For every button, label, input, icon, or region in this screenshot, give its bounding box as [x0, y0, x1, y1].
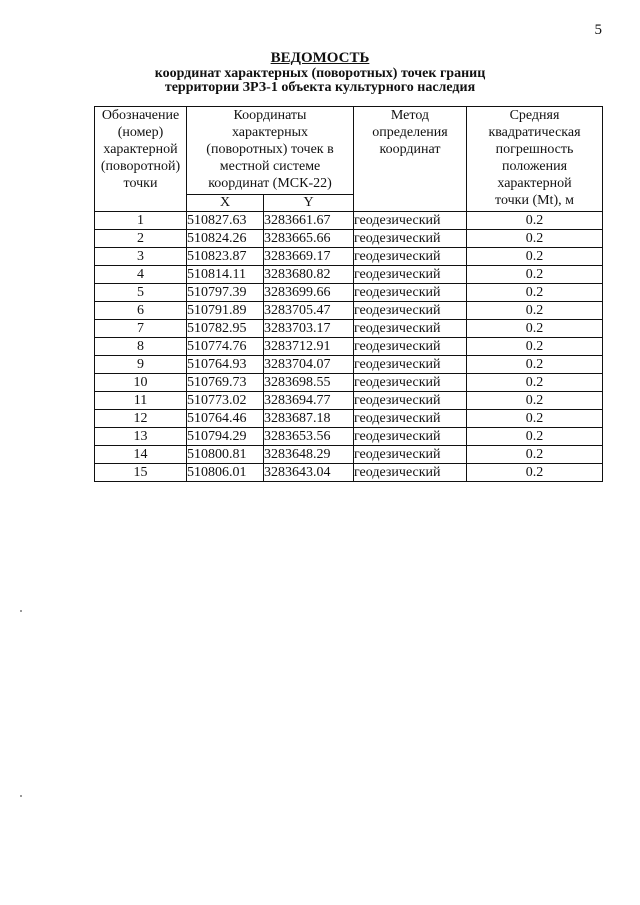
cell-y: 3283669.17: [264, 248, 354, 266]
margin-mark: [20, 795, 22, 797]
table-row: [95, 392, 603, 410]
cell-mean-square-error: 0.2: [467, 284, 603, 302]
cell-method: геодезический: [354, 212, 467, 230]
cell-y: 3283665.66: [264, 230, 354, 248]
coordinates-table-body: [95, 212, 603, 482]
table-row: [95, 302, 603, 320]
header-coordinates-line: координат (МСК-22): [208, 176, 332, 191]
cell-y: 3283661.67: [264, 212, 354, 230]
header-method: [354, 107, 467, 212]
cell-y: 3283680.82: [264, 266, 354, 284]
cell-method: геодезический: [354, 230, 467, 248]
cell-x: 510773.02: [187, 392, 264, 410]
cell-mean-square-error: 0.2: [467, 356, 603, 374]
cell-mean-square-error: 0.2: [467, 464, 603, 482]
table-row: [95, 284, 603, 302]
cell-point-number: 2: [95, 230, 187, 248]
header-y: Y: [264, 195, 354, 212]
cell-x: 510800.81: [187, 446, 264, 464]
cell-mean-square-error: 0.2: [467, 392, 603, 410]
cell-method: геодезический: [354, 446, 467, 464]
cell-mean-square-error: 0.2: [467, 446, 603, 464]
header-coordinates-line: (поворотных) точек в: [206, 142, 334, 157]
cell-mean-square-error: 0.2: [467, 212, 603, 230]
header-designation-line: Обозначение: [101, 108, 180, 123]
table-row: [95, 428, 603, 446]
cell-y: 3283648.29: [264, 446, 354, 464]
cell-x: 510782.95: [187, 320, 264, 338]
header-error-line: погрешность: [495, 142, 574, 157]
cell-method: геодезический: [354, 464, 467, 482]
document-subtitle-line-1: координат характерных (поворотных) точек границ: [154, 66, 486, 81]
cell-point-number: 4: [95, 266, 187, 284]
cell-method: геодезический: [354, 356, 467, 374]
header-error-line: квадратическая: [488, 125, 581, 140]
cell-mean-square-error: 0.2: [467, 266, 603, 284]
cell-mean-square-error: 0.2: [467, 338, 603, 356]
header-designation-line: характерной: [103, 142, 178, 157]
margin-mark: [20, 610, 22, 612]
header-method-line: Метод: [390, 108, 430, 123]
cell-y: 3283705.47: [264, 302, 354, 320]
cell-method: геодезический: [354, 428, 467, 446]
table-row: [95, 266, 603, 284]
header-coordinates-line: местной системе: [219, 159, 321, 174]
cell-mean-square-error: 0.2: [467, 248, 603, 266]
cell-x: 510797.39: [187, 284, 264, 302]
cell-method: геодезический: [354, 284, 467, 302]
cell-y: 3283712.91: [264, 338, 354, 356]
cell-y: 3283687.18: [264, 410, 354, 428]
cell-mean-square-error: 0.2: [467, 428, 603, 446]
header-error-line: характерной: [497, 176, 572, 191]
cell-x: 510806.01: [187, 464, 264, 482]
table-row: [95, 212, 603, 230]
coordinates-table: [94, 106, 603, 482]
header-error-line: точки (Mt), м: [495, 193, 574, 208]
header-method-line: координат: [379, 142, 441, 157]
header-error-line: положения: [501, 159, 568, 174]
document-title-block: [0, 50, 640, 95]
cell-mean-square-error: 0.2: [467, 230, 603, 248]
header-method-line: определения: [372, 125, 448, 140]
cell-y: 3283703.17: [264, 320, 354, 338]
cell-point-number: 12: [95, 410, 187, 428]
header-designation-line: (номер): [117, 125, 164, 140]
cell-x: 510764.93: [187, 356, 264, 374]
cell-x: 510774.76: [187, 338, 264, 356]
header-designation-line: точки: [123, 176, 158, 191]
cell-mean-square-error: 0.2: [467, 410, 603, 428]
cell-y: 3283699.66: [264, 284, 354, 302]
cell-method: геодезический: [354, 320, 467, 338]
table-row: [95, 446, 603, 464]
cell-point-number: 3: [95, 248, 187, 266]
table-row: [95, 230, 603, 248]
document-title: ВЕДОМОСТЬ: [270, 50, 370, 66]
table-row: [95, 320, 603, 338]
cell-method: геодезический: [354, 302, 467, 320]
header-designation-line: (поворотной): [100, 159, 181, 174]
cell-method: геодезический: [354, 410, 467, 428]
cell-method: геодезический: [354, 248, 467, 266]
cell-y: 3283704.07: [264, 356, 354, 374]
cell-y: 3283653.56: [264, 428, 354, 446]
header-coordinates: [187, 107, 354, 195]
cell-point-number: 7: [95, 320, 187, 338]
cell-y: 3283698.55: [264, 374, 354, 392]
cell-point-number: 15: [95, 464, 187, 482]
cell-method: геодезический: [354, 374, 467, 392]
cell-point-number: 8: [95, 338, 187, 356]
cell-point-number: 9: [95, 356, 187, 374]
table-row: [95, 338, 603, 356]
table-row: [95, 248, 603, 266]
cell-y: 3283694.77: [264, 392, 354, 410]
header-error-line: Средняя: [509, 108, 560, 123]
cell-mean-square-error: 0.2: [467, 302, 603, 320]
cell-x: 510823.87: [187, 248, 264, 266]
page-number: 5: [594, 22, 602, 38]
table-row: [95, 374, 603, 392]
header-coordinates-line: Координаты: [233, 108, 307, 123]
cell-method: геодезический: [354, 338, 467, 356]
coordinates-table-header: [95, 107, 603, 212]
cell-x: 510827.63: [187, 212, 264, 230]
cell-point-number: 13: [95, 428, 187, 446]
document-subtitle-line-2: территории ЗРЗ-1 объекта культурного наследия: [164, 80, 476, 95]
cell-mean-square-error: 0.2: [467, 374, 603, 392]
cell-x: 510824.26: [187, 230, 264, 248]
cell-mean-square-error: 0.2: [467, 320, 603, 338]
table-row: [95, 464, 603, 482]
header-coordinates-line: характерных: [231, 125, 309, 140]
cell-point-number: 1: [95, 212, 187, 230]
cell-x: 510791.89: [187, 302, 264, 320]
table-row: [95, 410, 603, 428]
header-x: X: [187, 195, 264, 212]
cell-y: 3283643.04: [264, 464, 354, 482]
cell-x: 510814.11: [187, 266, 264, 284]
header-point-designation: [95, 107, 187, 212]
cell-method: геодезический: [354, 392, 467, 410]
cell-point-number: 5: [95, 284, 187, 302]
cell-x: 510794.29: [187, 428, 264, 446]
cell-x: 510764.46: [187, 410, 264, 428]
cell-x: 510769.73: [187, 374, 264, 392]
cell-method: геодезический: [354, 266, 467, 284]
table-row: [95, 356, 603, 374]
cell-point-number: 14: [95, 446, 187, 464]
header-mean-square-error: [467, 107, 603, 212]
cell-point-number: 10: [95, 374, 187, 392]
cell-point-number: 11: [95, 392, 187, 410]
cell-point-number: 6: [95, 302, 187, 320]
